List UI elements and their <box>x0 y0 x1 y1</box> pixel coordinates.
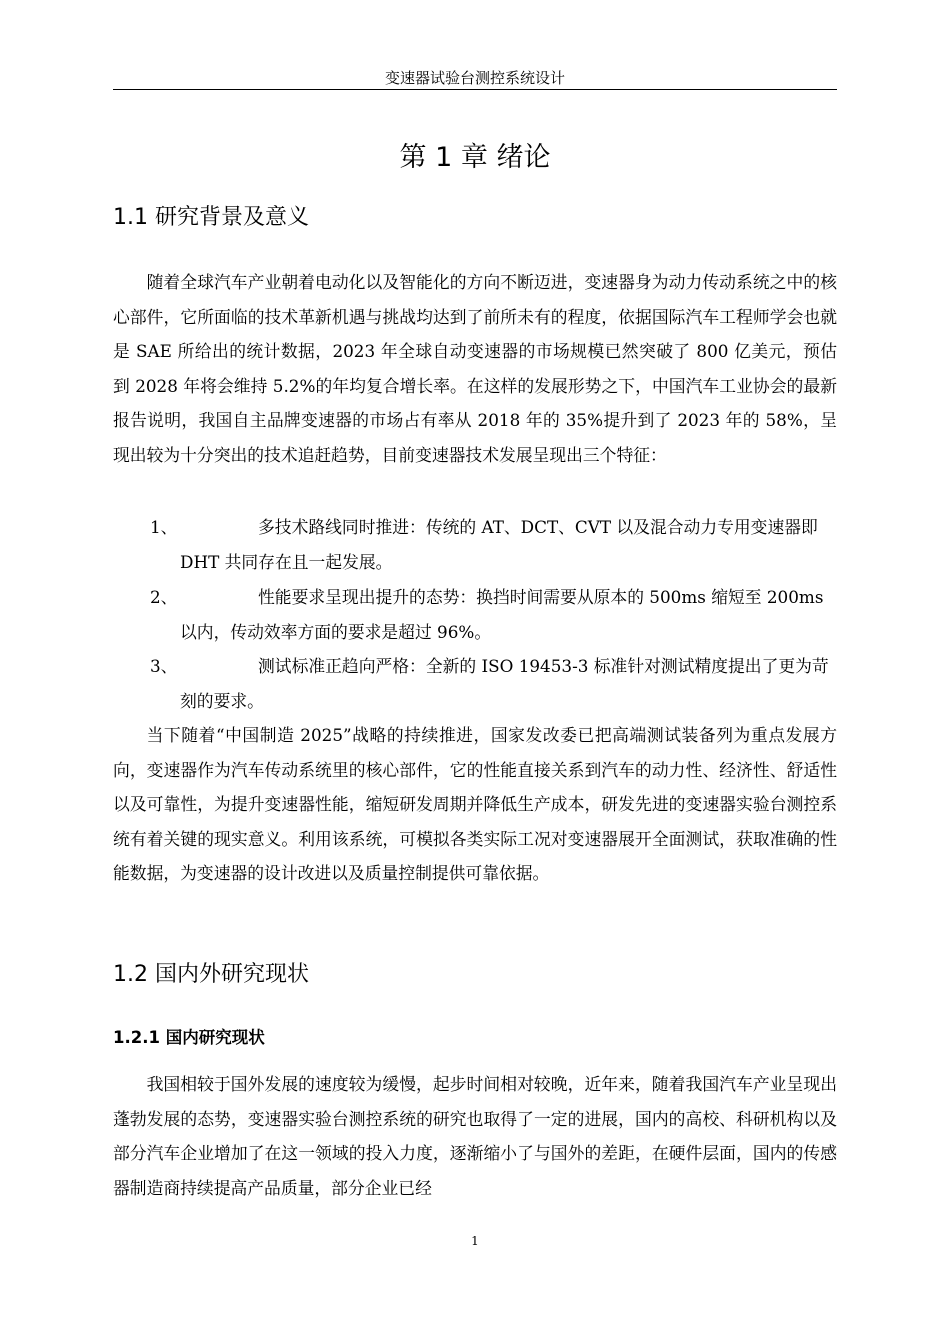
section-heading-1-2: 1.2 国内外研究现状 <box>113 962 309 987</box>
paragraph-domestic-research: 我国相较于国外发展的速度较为缓慢，起步时间相对较晚，近年来，随着我国汽车产业呈现出蓬勃发展的态势，变速器实验台测控系统的研究也取得了一定的进展，国内的高校、科研机构以及部分汽车企业增加了在这一领域的投入力度，逐渐缩小了与国外的差距，在硬件层面，国内的传感器制造商持续提高产品质量，部分企业已经 <box>113 1074 837 1198</box>
section-heading-1-1: 1.1 研究背景及意义 <box>113 205 309 230</box>
chapter-title: 第 1 章 绪论 <box>399 142 551 173</box>
list-text: 性能要求呈现出提升的态势：换挡时间需要从原本的 500ms 缩短至 200ms 以内，传动效率方面的要求是超过 96%。 <box>180 587 824 642</box>
list-item-2 <box>150 580 840 649</box>
header-rule <box>113 89 837 90</box>
list-text: 多技术路线同时推进：传统的 AT、DCT、CVT 以及混合动力专用变速器即 DHT 共同存在且一起发展。 <box>180 517 818 572</box>
list-number: 3、 <box>150 656 178 676</box>
list-item-3 <box>150 649 840 718</box>
running-header: 变速器试验台测控系统设计 <box>384 69 565 87</box>
page-number: 1 <box>471 1234 479 1248</box>
subsection-heading-1-2-1: 1.2.1 国内研究现状 <box>113 1028 265 1047</box>
paragraph-significance: 当下随着“中国制造 2025”战略的持续推进，国家发改委已把高端测试装备列为重点发展方向，变速器作为汽车传动系统里的核心部件，它的性能直接关系到汽车的动力性、经济性、舒适性以及可靠性，为提升变速器性能，缩短研发周期并降低生产成本，研发先进的变速器实验台测控系统有着关键的现实意义。利用该系统，可模拟各类实际工况对变速器展开全面测试，获取准确的性能数据，为变速器的设计改进以及质量控制提供可靠依据。 <box>113 725 837 883</box>
list-text: 测试标准正趋向严格：全新的 ISO 19453-3 标准针对测试精度提出了更为苛刻的要求。 <box>180 656 829 711</box>
list-number: 2、 <box>150 587 178 607</box>
paragraph-background: 随着全球汽车产业朝着电动化以及智能化的方向不断迈进，变速器身为动力传动系统之中的核心部件，它所面临的技术革新机遇与挑战均达到了前所未有的程度，依据国际汽车工程师学会也就是 SAE 所给出的统计数据，2023 年全球自动变速器的市场规模已然突破了 800 亿美元，预估到 2028 年将会维持 5.2%的年均复合增长率。在这样的发展形势之下，中国汽车工业协会的最新报告说明，我国自主品牌变速器的市场占有率从 2018 年的 35%提升到了 2023 年的 58%，呈现出较为十分突出的技术追赶趋势，目前变速器技术发展呈现出三个特征： <box>113 272 837 465</box>
list-number: 1、 <box>150 517 178 537</box>
list-item-1 <box>150 510 840 579</box>
